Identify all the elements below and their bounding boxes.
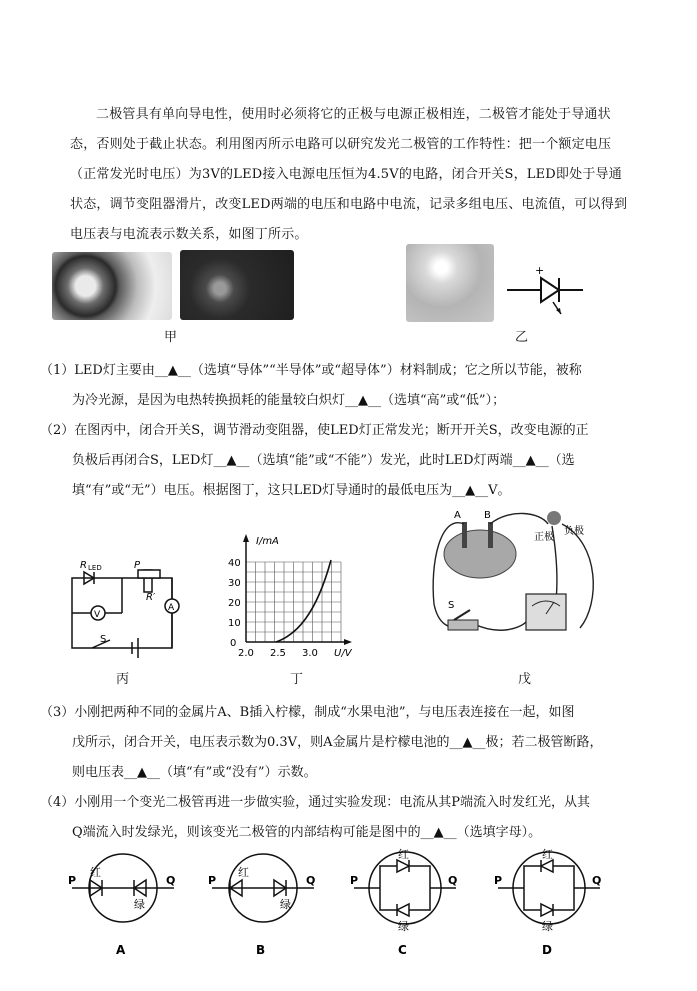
option-b-letter[interactable]: B bbox=[256, 943, 266, 957]
q1-line-1: （1）LED灯主要由__▲__（选填“导体”“半导体”或“超导体”）材料制成；它之所以节能，被称 bbox=[40, 363, 582, 378]
label-r-prime: R′ bbox=[146, 592, 156, 603]
ytick-10: 10 bbox=[228, 618, 241, 629]
led-bulbs-photo bbox=[180, 250, 294, 320]
graph-ylabel: I/mA bbox=[256, 536, 279, 547]
q3-line-2: 戊所示，闭合开关，电压表示数为0.3V，则A金属片是柠檬电池的__▲__极；若二极管断路， bbox=[72, 735, 603, 750]
q3-line-1: （3）小刚把两种不同的金属片A、B插入柠檬，制成“水果电池”，与电压表连接在一起，如图 bbox=[40, 705, 575, 720]
option-b-red: 红 bbox=[238, 866, 249, 879]
label-p: P bbox=[134, 560, 141, 571]
led-component-photo bbox=[406, 244, 494, 322]
caption-jia: 甲 bbox=[164, 330, 178, 345]
option-d-p: P bbox=[494, 874, 503, 887]
label-switch: S bbox=[448, 600, 455, 611]
ytick-30: 30 bbox=[228, 578, 241, 589]
voltmeter bbox=[526, 594, 566, 630]
option-c-red: 红 bbox=[398, 848, 409, 861]
q4-line-1: （4）小刚用一个变光二极管再进一步做实验，通过实验发现：电流从其P端流入时发红光，从其 bbox=[40, 795, 591, 810]
label-r-led: R bbox=[80, 560, 87, 571]
xtick-3-0: 3.0 bbox=[302, 648, 318, 659]
ammeter-symbol: A bbox=[168, 603, 175, 613]
voltmeter-symbol: V bbox=[94, 610, 101, 620]
flashlight-photo bbox=[52, 252, 172, 320]
led-symbol bbox=[505, 262, 585, 318]
option-a-red: 红 bbox=[90, 866, 101, 879]
question-3 bbox=[40, 698, 630, 788]
option-c-letter[interactable]: C bbox=[398, 943, 407, 957]
q2-line-2: 负极后再闭合S，LED灯__▲__（选填“能”或“不能”）发光，此时LED灯两端__▲__（选 bbox=[72, 453, 575, 468]
q2-line-3: 填“有”或“无”）电压。根据图丁，这只LED灯导通时的最低电压为__▲__V。 bbox=[72, 483, 511, 498]
label-r-led-sub: LED bbox=[88, 564, 102, 572]
caption-ding: 丁 bbox=[290, 672, 304, 687]
option-c-q: Q bbox=[448, 874, 458, 887]
iu-graph-ding bbox=[216, 530, 376, 660]
switch bbox=[448, 620, 478, 630]
caption-wu: 戊 bbox=[518, 672, 532, 687]
ytick-20: 20 bbox=[228, 598, 241, 609]
xtick-2-0: 2.0 bbox=[238, 648, 254, 659]
option-b-green: 绿 bbox=[280, 898, 291, 911]
intro-paragraph: 二极管具有单向导电性，使用时必须将它的正极与电源正极相连，二极管才能处于导通状态，否则处于截止状态。利用图丙所示电路可以研究发光二极管的工作特性：把一个额定电压（正常发光时电压）为3V的LED接入电源电压恒为4.5V的电路，闭合开关S，LED即处于导通状态，调节变阻器滑片，改变LED两端的电压和电路中电流，记录多组电压、电流值，可以得到电压表与电流表示数关系，如图丁所示。 bbox=[70, 107, 628, 242]
option-b-diagram bbox=[208, 850, 318, 960]
label-switch-s: S bbox=[100, 634, 107, 645]
option-a-diagram bbox=[68, 850, 178, 960]
label-negative: 负极 bbox=[564, 526, 584, 537]
option-a-letter[interactable]: A bbox=[116, 943, 126, 957]
option-c-diagram bbox=[350, 848, 460, 960]
option-d-letter[interactable]: D bbox=[542, 943, 552, 957]
ytick-40: 40 bbox=[228, 558, 241, 569]
q3-line-3: 则电压表__▲__（填“有”或“没有”）示数。 bbox=[72, 765, 317, 780]
graph-xlabel: U/V bbox=[334, 648, 352, 659]
label-metal-b: B bbox=[484, 510, 491, 521]
caption-bing: 丙 bbox=[116, 672, 130, 687]
option-a-green: 绿 bbox=[134, 898, 145, 911]
q4-line-2: Q端流入时发绿光，则该变光二极管的内部结构可能是图中的__▲__（选填字母）。 bbox=[72, 825, 542, 840]
ytick-0: 0 bbox=[230, 638, 237, 649]
lemon bbox=[444, 530, 516, 578]
option-c-green: 绿 bbox=[398, 920, 409, 933]
question-4 bbox=[40, 788, 630, 848]
xtick-2-5: 2.5 bbox=[270, 648, 286, 659]
option-d-red: 红 bbox=[542, 848, 553, 861]
svg-text:+: + bbox=[535, 264, 545, 277]
question-1 bbox=[40, 356, 630, 416]
option-b-q: Q bbox=[306, 874, 316, 887]
option-d-q: Q bbox=[592, 874, 602, 887]
circuit-diagram-bing bbox=[62, 558, 190, 658]
caption-yi: 乙 bbox=[515, 330, 529, 345]
q2-line-1: （2）在图丙中，闭合开关S，调节滑动变阻器，使LED灯正常发光；断开开关S，改变电源的正 bbox=[40, 423, 589, 438]
option-d-green: 绿 bbox=[542, 920, 553, 933]
option-a-p: P bbox=[68, 874, 77, 887]
option-d-diagram bbox=[494, 848, 604, 960]
label-positive: 正极 bbox=[534, 532, 554, 543]
option-a-q: Q bbox=[166, 874, 176, 887]
led-bulb bbox=[547, 511, 561, 525]
option-c-p: P bbox=[350, 874, 359, 887]
q1-line-2: 为冷光源，是因为电热转换损耗的能量较白炽灯__▲__（选填“高”或“低”）； bbox=[72, 393, 506, 408]
label-metal-a: A bbox=[454, 510, 461, 521]
lemon-battery-figure bbox=[430, 504, 630, 664]
question-2 bbox=[40, 416, 630, 506]
option-b-p: P bbox=[208, 874, 217, 887]
